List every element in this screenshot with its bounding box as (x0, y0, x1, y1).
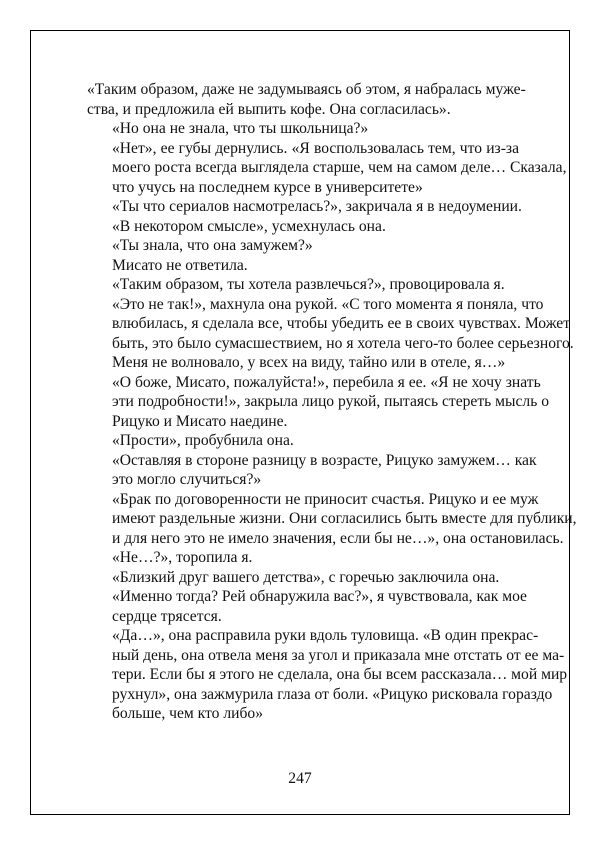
text-line: ный день, она отвела меня за угол и приказала мне отстать от ее ма- (112, 646, 565, 664)
text-line: «Прости», пробубнила она. (112, 432, 294, 449)
text-line: имеют раздельные жизни. Они согласились быть вместе для публики, (112, 510, 577, 527)
paragraph (87, 587, 527, 626)
paragraph (87, 139, 567, 198)
text-line: влюбилась, я сделала все, чтобы убедить ее в своих чувствах. Может (112, 315, 571, 332)
text-line: это могло случиться?» (112, 471, 262, 488)
text-line: «Именно тогда? Рей обнаружила вас?», я чувствовала, как мое (112, 588, 527, 605)
text-line: Мисато не ответила. (112, 256, 248, 274)
text-line: «В некотором смысле», усмехнулась она. (112, 217, 386, 235)
paragraph (87, 256, 519, 276)
paragraph (87, 217, 519, 237)
text-line: тери. Если бы я этого не сделала, она бы всем рассказала… мой мир (112, 666, 568, 683)
paragraph (87, 80, 526, 119)
paragraph (87, 236, 519, 256)
text-line: «Ты знала, что она замужем?» (112, 237, 313, 254)
text-line: больше, чем кто либо» (112, 705, 264, 722)
body-text (87, 80, 577, 724)
paragraph (87, 490, 577, 549)
text-line: «Нет», ее губы дернулись. «Я воспользовалась тем, что из-за (112, 139, 519, 157)
text-line: «Ты что сериалов насмотрелась?», закричала я в недоумении. (112, 198, 522, 215)
paragraph (87, 119, 519, 139)
text-line: «Близкий друг вашего детства», с горечью заключила она. (112, 568, 500, 586)
text-line: «О боже, Мисато, пожалуйста!», перебила я ее. «Я не хочу знать (112, 373, 541, 391)
paragraph (87, 373, 550, 432)
text-line: «Не…?», торопила я. (112, 549, 253, 566)
text-line: «Брак по договоренности не приносит счастья. Рицуко и ее муж (112, 490, 539, 508)
text-line: что учусь на последнем курсе в университете» (112, 178, 423, 196)
text-line: «Но она не знала, что ты школьница?» (112, 120, 369, 137)
text-line: Рицуко и Мисато наедине. (112, 412, 288, 430)
paragraph (87, 626, 568, 724)
text-line: «Таким образом, даже не задумываясь об этом, я набралась муже- (87, 81, 526, 98)
paragraph (87, 451, 537, 490)
page-number: 247 (288, 770, 312, 787)
text-line: и для него это не имело значения, если бы не…», она остановилась. (112, 529, 564, 547)
paragraph (87, 568, 519, 588)
text-line: рухнул», она зажмурила глаза от боли. «Рицуко рисковала гораздо (112, 685, 553, 703)
paragraph (87, 295, 574, 373)
text-line: сердце трясется. (112, 607, 222, 625)
text-line: моего роста всегда выглядела старше, чем на самом деле… Сказала, (112, 159, 567, 176)
paragraph (87, 548, 519, 568)
text-line: эти подробности!», закрыла лицо рукой, пытаясь стереть мысль о (112, 393, 550, 410)
text-line: «Да…», она расправила руки вдоль туловища. «В один прекрас- (112, 627, 539, 644)
paragraph (87, 275, 519, 295)
text-line: «Оставляя в стороне разницу в возрасте, Рицуко замужем… как (112, 451, 537, 469)
paragraph (87, 197, 522, 217)
text-line: «Таким образом, ты хотела развлечься?», провоцировала я. (112, 276, 505, 293)
text-line: Меня не волновало, у всех на виду, тайно или в отеле, я…» (112, 354, 506, 371)
text-line: быть, это было сумасшествием, но я хотела чего-то более серьезного. (112, 334, 574, 352)
text-line: «Это не так!», махнула она рукой. «С того момента я поняла, что (112, 295, 544, 313)
text-line: ства, и предложила ей выпить кофе. Она согласилась». (87, 100, 451, 118)
paragraph (87, 431, 519, 451)
